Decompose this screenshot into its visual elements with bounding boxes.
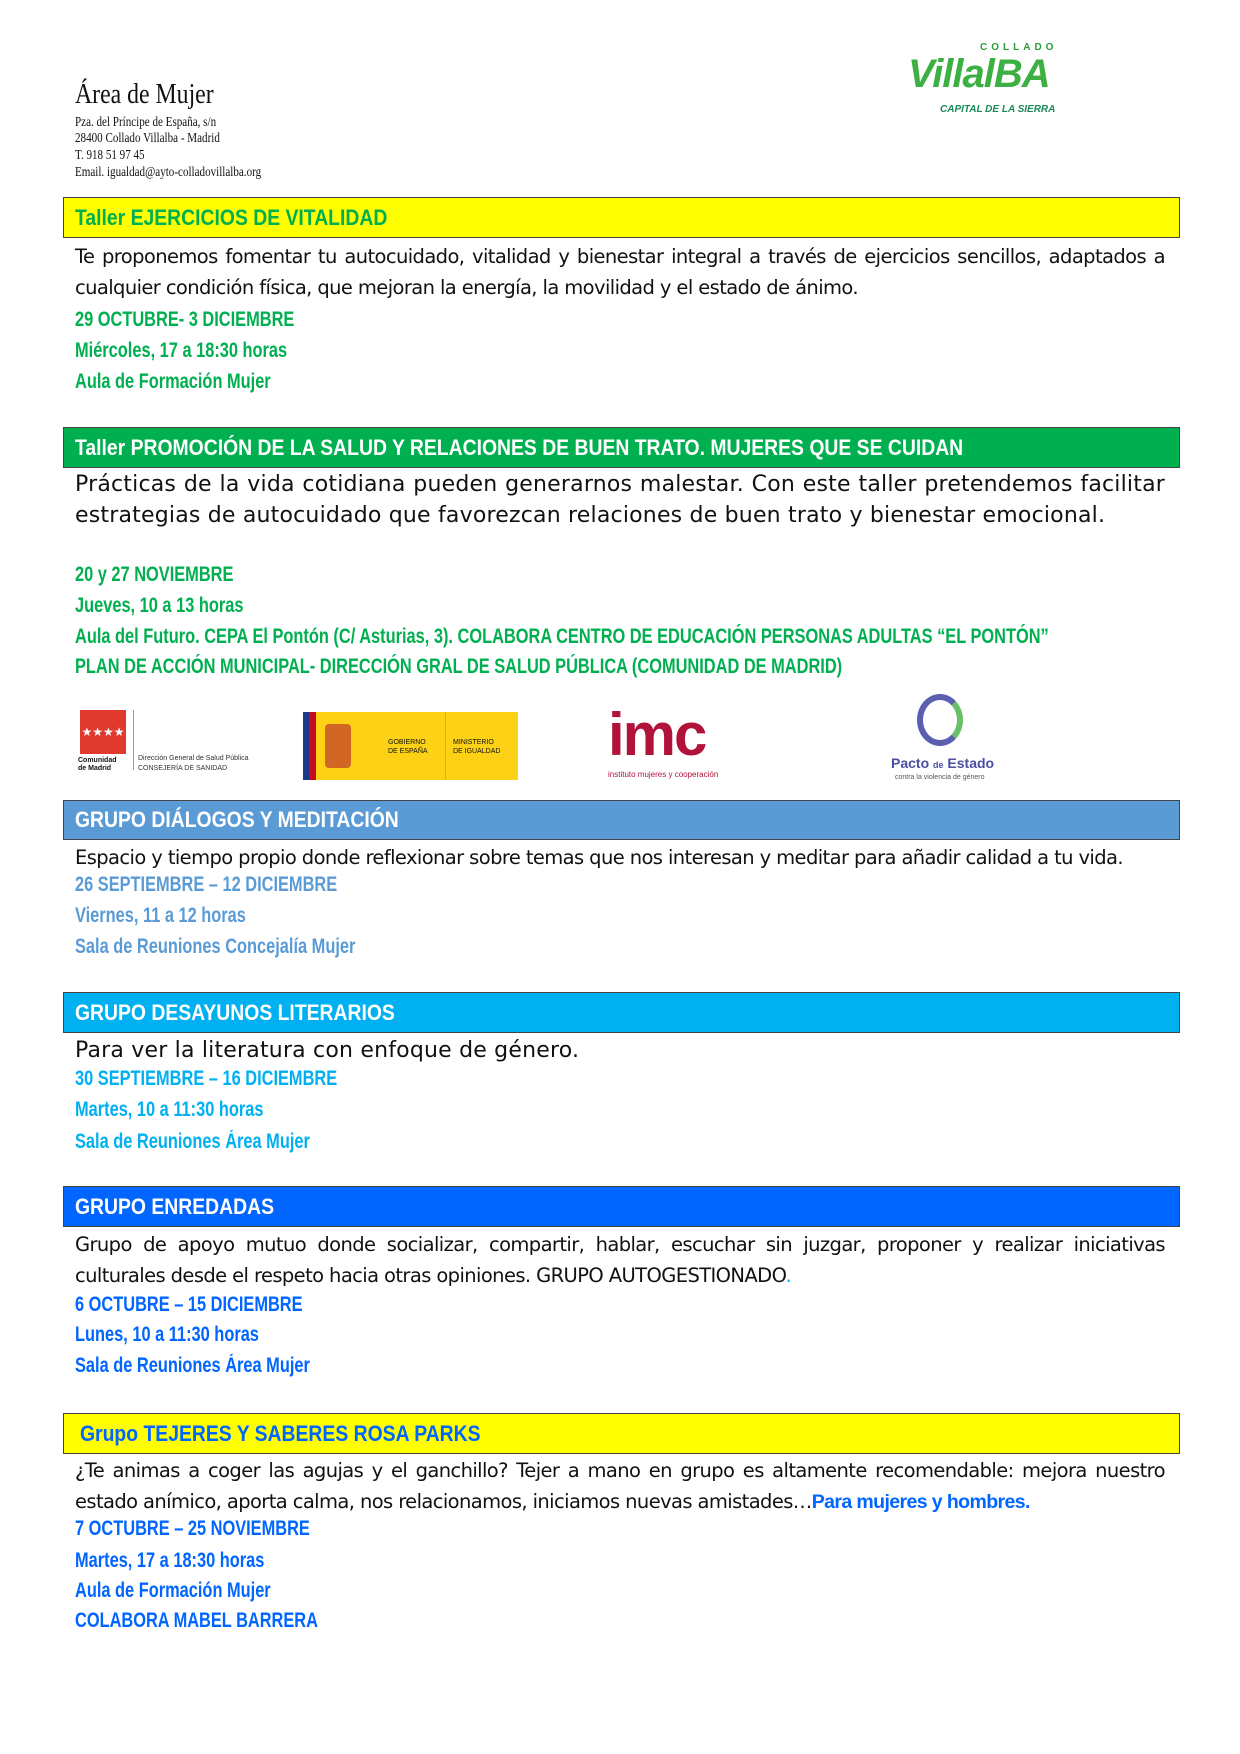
section-header-tejeres: Grupo TEJERES Y SABERES ROSA PARKS (63, 1413, 1180, 1454)
section-location: Sala de Reuniones Área Mujer (75, 1354, 310, 1377)
gobierno-espana-logo: GOBIERNO DE ESPAÑA MINISTERIO DE IGUALDAD (303, 712, 518, 780)
pacto-estado-logo: Pacto de Estado contra la violencia de género (885, 692, 1015, 787)
section-schedule: Jueves, 10 a 13 horas (75, 594, 244, 617)
section-schedule: Viernes, 11 a 12 horas (75, 904, 246, 927)
email: Email. igualdad@ayto-colladovillalba.org (75, 164, 262, 179)
section-schedule: Lunes, 10 a 11:30 horas (75, 1323, 259, 1346)
section-description: Grupo de apoyo mutuo donde socializar, compartir, hablar, escuchar sin juzgar, proponer y realizar iniciativas culturales desde el respeto hacia otras opiniones. GRUPO AUTOGESTIONADO. (75, 1233, 1165, 1287)
section-dates: 26 SEPTIEMBRE – 12 DICIEMBRE (75, 873, 338, 896)
section-schedule: Miércoles, 17 a 18:30 horas (75, 339, 288, 362)
section-schedule: Martes, 17 a 18:30 horas (75, 1549, 265, 1572)
imc-logo: imc instituto mujeres y cooperación (608, 701, 719, 779)
section-header-salud: Taller PROMOCIÓN DE LA SALUD Y RELACIONES DE BUEN TRATO. MUJERES QUE SE CUIDAN (63, 427, 1180, 468)
section-plan: PLAN DE ACCIÓN MUNICIPAL- DIRECCIÓN GRAL DE SALUD PÚBLICA (COMUNIDAD DE MADRID) (75, 655, 843, 678)
section-location: Aula del Futuro. CEPA El Pontón (C/ Asturias, 3). COLABORA CENTRO DE EDUCACIÓN PERSONAS ADULTAS “EL PONTÓN” (75, 625, 1049, 648)
section-description: Te proponemos fomentar tu autocuidado, vitalidad y bienestar integral a través de ejercicios sencillos, adaptados a cualquier condición física, que mejoran la energía, la movilidad y el estado de ánimo. (75, 245, 1165, 299)
comunidad-madrid-logo: ★★★★ Comunidad de Madrid Dirección General de Salud Pública CONSEJERÍA DE SANIDAD (78, 700, 278, 782)
area-title: Área de Mujer (75, 78, 214, 110)
section-schedule: Martes, 10 a 11:30 horas (75, 1098, 264, 1121)
section-location: Aula de Formación Mujer (75, 370, 271, 393)
section-description: Para ver la literatura con enfoque de género. (75, 1038, 580, 1063)
section-location: Aula de Formación Mujer (75, 1579, 271, 1602)
section-dates: 29 OCTUBRE- 3 DICIEMBRE (75, 308, 295, 331)
section-header-dialogos: GRUPO DIÁLOGOS Y MEDITACIÓN (63, 800, 1180, 840)
section-dates: 7 OCTUBRE – 25 NOVIEMBRE (75, 1517, 310, 1540)
section-dates: 6 OCTUBRE – 15 DICIEMBRE (75, 1293, 303, 1316)
address-line: Pza. del Príncipe de España, s/n (75, 114, 217, 129)
section-dates: 30 SEPTIEMBRE – 16 DICIEMBRE (75, 1067, 338, 1090)
section-location: Sala de Reuniones Concejalía Mujer (75, 935, 356, 958)
address-line: 28400 Collado Villalba - Madrid (75, 130, 220, 145)
section-description: Espacio y tiempo propio donde reflexionar sobre temas que nos interesan y meditar para añadir calidad a tu vida. (75, 846, 1123, 869)
section-header-vitalidad: Taller EJERCICIOS DE VITALIDAD (63, 197, 1180, 238)
phone: T. 918 51 97 45 (75, 147, 145, 162)
section-description: Prácticas de la vida cotidiana pueden generarnos malestar. Con este taller pretendemos facilitar estrategias de autocuidado que favorezcan relaciones de buen trato y bienestar emocional. (75, 472, 1165, 528)
villalba-logo: COLLADO VillalBA CAPITAL DE LA SIERRA (908, 42, 1058, 115)
section-collaborator: COLABORA MABEL BARRERA (75, 1609, 318, 1632)
section-location: Sala de Reuniones Área Mujer (75, 1130, 310, 1153)
section-description: ¿Te animas a coger las agujas y el ganchillo? Tejer a mano en grupo es altamente recomendable: mejora nuestro estado anímico, aporta calma, nos relacionamos, iniciamos nuevas amistades…Para mujeres y hombres. (75, 1459, 1165, 1513)
section-header-desayunos: GRUPO DESAYUNOS LITERARIOS (63, 992, 1180, 1033)
section-dates: 20 y 27 NOVIEMBRE (75, 563, 234, 586)
section-header-enredadas: GRUPO ENREDADAS (63, 1186, 1180, 1227)
